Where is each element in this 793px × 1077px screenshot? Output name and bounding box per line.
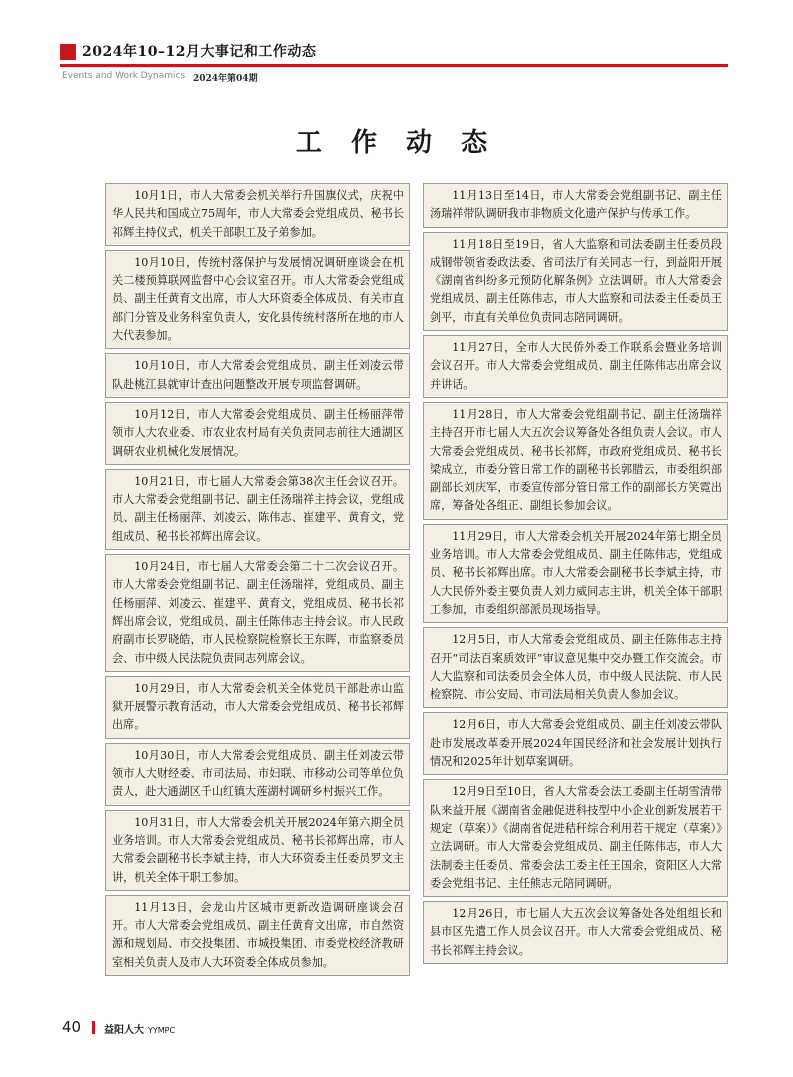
header-red-square (60, 44, 76, 60)
news-entry: 10月10日，市人大常委会党组成员、副主任刘凌云带队赴桃江县就审计查出问题整改开展专项监督调研。 (105, 353, 410, 398)
news-entry: 10月1日，市人大常委会机关举行升国旗仪式，庆祝中华人民共和国成立75周年，市人大常委会党组成员、秘书长祁辉主持仪式，机关干部职工及子弟参加。 (105, 183, 410, 246)
header-issue: 2024年第04期 (193, 74, 258, 84)
page-title: 工 作 动 态 (295, 128, 498, 158)
news-entry: 12月26日，市七届人大五次会议筹备处各处组组长和县市区先遣工作人员会议召开。市人大常委会党组成员、秘书长祁辉主持会议。 (423, 901, 728, 964)
news-entry: 10月12日，市人大常委会党组成员、副主任杨丽萍带领市人大农业委、市农业农村局有关负责同志前往大通湖区调研农业机械化发展情况。 (105, 402, 410, 465)
news-entry: 11月29日，市人大常委会机关开展2024年第七期全员业务培训。市人大常委会党组成员、副主任陈伟志，党组成员、秘书长祁辉出席。市人大常委会副秘书长李斌主持，市人大民侨外委主要负责人刘力威同志主讲，机关全体干部职工参加，市委组织部派员现场指导。 (423, 524, 728, 623)
header-title: 2024年10–12月大事记和工作动态 (82, 44, 317, 60)
news-entry: 11月13日至14日，市人大常委会党组副书记、副主任汤瑞祥带队调研我市非物质文化遗产保护与传承工作。 (423, 183, 728, 228)
footer-publication-cn: 益阳人大 (104, 1025, 144, 1036)
header-subtitle-en: Events and Work Dynamics (62, 71, 186, 81)
news-entry: 11月18日至19日，省人大监察和司法委副主任委员段成钢带领省委政法委、省司法厅有关同志一行，到益阳开展《湖南省纠纷多元预防化解条例》立法调研。市人大常委会党组成员、副主任陈伟志，市人大监察和司法委主任委员王剑平，市直有关单位负责同志陪同调研。 (423, 232, 728, 331)
news-entry: 11月27日，全市人大民侨外委工作联系会暨业务培训会议召开。市人大常委会党组成员、副主任陈伟志出席会议并讲话。 (423, 335, 728, 398)
news-entry: 12月9日至10日，省人大常委会法工委副主任胡雪清带队来益开展《湖南省金融促进科技型中小企业创新发展若干规定（草案）》《湖南省促进秸秆综合利用若干规定（草案）》立法调研。市人大常委会党组成员、副主任陈伟志，市人大法制委主任委员、常委会法工委主任王国余，资阳区人大常委会党组书记、主任熊志元陪同调研。 (423, 779, 728, 897)
news-entry: 12月6日，市人大常委会党组成员、副主任刘凌云带队赴市发展改革委开展2024年国民经济和社会发展计划执行情况和2025年计划草案调研。 (423, 712, 728, 775)
right-column (423, 183, 728, 968)
news-entry: 10月24日，市七届人大常委会第二十二次会议召开。市人大常委会党组副书记、副主任汤瑞祥，党组成员、副主任杨丽萍、刘凌云、崔建平、黄育文，党组成员、秘书长祁辉出席会议，党组成员、副主任陈伟志主持会议。市人民政府副市长罗晓皓，市人民检察院检察长王东晖，市监察委员会、市中级人民法院负责同志列席会议。 (105, 554, 410, 672)
news-entry: 10月29日，市人大常委会机关全体党员干部赴赤山监狱开展警示教育活动，市人大常委会党组成员、秘书长祁辉出席。 (105, 676, 410, 739)
footer-publication (104, 1021, 175, 1036)
news-entry: 10月31日，市人大常委会机关开展2024年第六期全员业务培训。市人大常委会党组成员、秘书长祁辉出席，市人大常委会副秘书长李斌主持，市人大环资委主任委员罗文主讲，机关全体干职工参加。 (105, 810, 410, 891)
page-number: 40 (62, 1018, 82, 1036)
news-entry: 10月21日，市七届人大常委会第38次主任会议召开。市人大常委会党组副书记、副主任汤瑞祥主持会议，党组成员、副主任杨丽萍、刘凌云、陈伟志、崔建平、黄育文，党组成员、秘书长祁辉出席会议。 (105, 469, 410, 550)
news-entry: 11月28日，市人大常委会党组副书记、副主任汤瑞祥主持召开市七届人大五次会议筹备处各组负责人会议。市人大常委会党组成员、秘书长祁辉，市政府党组成员、秘书长梁成立，市委分管日常工作的副秘书长郭腊云，市委组织部副部长刘庆军，市委宣传部分管日常工作的副部长方笑霓出席，筹备处各组正、副组长参加会议。 (423, 402, 728, 520)
news-entry: 12月5日，市人大常委会党组成员、副主任陈伟志主持召开“司法百案质效评”审议意见集中交办暨工作交流会。市人大监察和司法委员会全体人员，市中级人民法院、市人民检察院、市公安局、市司法局相关负责人参加会议。 (423, 627, 728, 708)
footer-publication-en: YYMPC (148, 1026, 176, 1035)
footer-red-mark (92, 1021, 95, 1034)
header-red-rule (60, 64, 728, 67)
news-entry: 11月13日，会龙山片区城市更新改造调研座谈会召开。市人大常委会党组成员、副主任黄育文出席，市自然资源和规划局、市交投集团、市城投集团、市委党校经济教研室相关负责人及市人大环资委全体成员参加。 (105, 895, 410, 976)
left-column (105, 183, 410, 980)
news-entry: 10月10日，传统村落保护与发展情况调研座谈会在机关二楼预算联网监督中心会议室召开。市人大常委会党组成员、副主任黄育文出席，市人大环资委全体成员、有关市直部门分管及业务科室负责人，安化县传统村落所在地的市人大代表参加。 (105, 250, 410, 349)
news-entry: 10月30日，市人大常委会党组成员、副主任刘凌云带领市人大财经委、市司法局、市妇联、市移动公司等单位负责人，赴大通湖区千山红镇大莲湖村调研乡村振兴工作。 (105, 743, 410, 806)
page-header (0, 0, 793, 90)
